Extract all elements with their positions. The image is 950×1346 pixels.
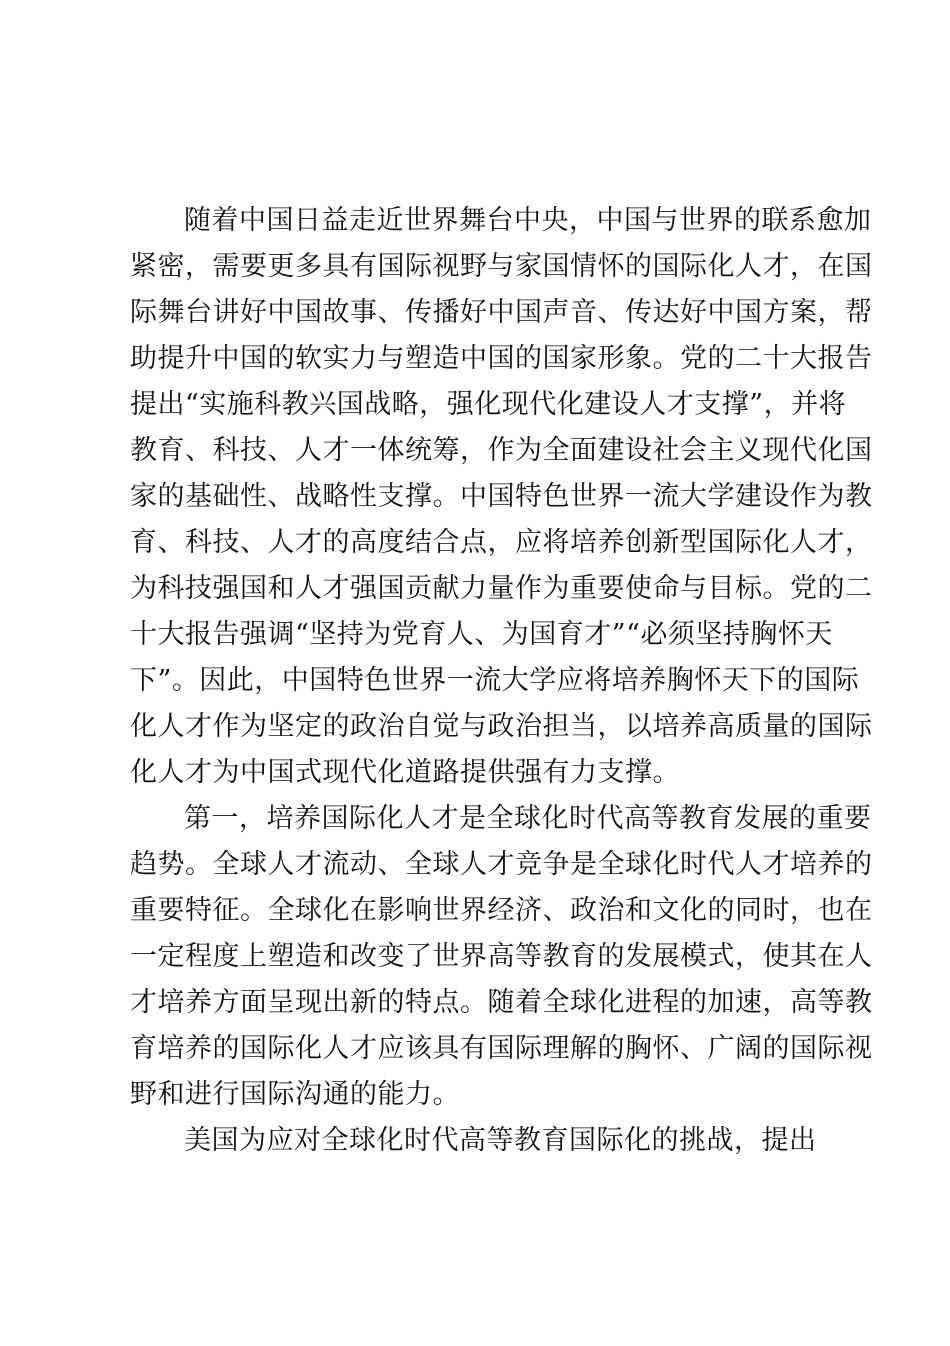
text-line: 化人才作为坚定的政治自觉与政治担当，以培养高质量的国际 xyxy=(130,711,873,742)
text-line: 际舞台讲好中国故事、传播好中国声音、传达好中国方案，帮 xyxy=(130,297,873,328)
text-line: 紧密，需要更多具有国际视野与家国情怀的国际化人才，在国 xyxy=(130,251,873,282)
paragraph-3 xyxy=(130,1118,820,1164)
text-line: 野和进行国际沟通的能力。 xyxy=(130,1079,460,1110)
text-line: 美国为应对全球化时代高等教育国际化的挑战，提出 xyxy=(184,1125,817,1156)
text-line: 育、科技、人才的高度结合点，应将培养创新型国际化人才， xyxy=(130,527,873,558)
text-line: 趋势。全球人才流动、全球人才竞争是全球化时代人才培养的 xyxy=(130,849,873,880)
text-line: 才培养方面呈现出新的特点。随着全球化进程的加速，高等教 xyxy=(130,987,873,1018)
text-line: 重要特征。全球化在影响世界经济、政治和文化的同时，也在 xyxy=(130,895,873,926)
text-line: 提出“实施科教兴国战略，强化现代化建设人才支撑”，并将 xyxy=(130,389,847,420)
text-line: 下”。因此，中国特色世界一流大学应将培养胸怀天下的国际 xyxy=(130,665,860,696)
text-line: 十大报告强调“坚持为党育人、为国育才”“必须坚持胸怀天 xyxy=(130,619,833,650)
text-line: 教育、科技、人才一体统筹，作为全面建设社会主义现代化国 xyxy=(130,435,873,466)
text-line: 一定程度上塑造和改变了世界高等教育的发展模式，使其在人 xyxy=(130,941,873,972)
text-line: 随着中国日益走近世界舞台中央，中国与世界的联系愈加 xyxy=(184,205,872,236)
text-line: 为科技强国和人才强国贡献力量作为重要使命与目标。党的二 xyxy=(130,573,873,604)
text-line: 化人才为中国式现代化道路提供强有力支撑。 xyxy=(130,757,680,788)
text-line: 助提升中国的软实力与塑造中国的国家形象。党的二十大报告 xyxy=(130,343,873,374)
paragraph-2 xyxy=(130,796,873,1118)
document-body xyxy=(130,198,873,1164)
text-line: 育培养的国际化人才应该具有国际理解的胸怀、广阔的国际视 xyxy=(130,1033,873,1064)
paragraph-1 xyxy=(130,198,873,796)
text-line: 家的基础性、战略性支撑。中国特色世界一流大学建设作为教 xyxy=(130,481,873,512)
text-line: 第一，培养国际化人才是全球化时代高等教育发展的重要 xyxy=(184,803,872,834)
